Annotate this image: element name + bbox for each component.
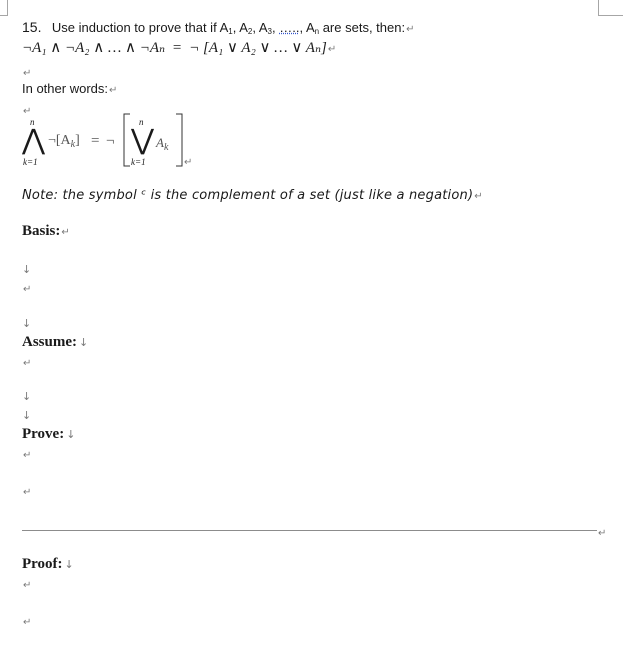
right-bracket [174, 113, 184, 167]
line-break-mark: ↓ [22, 263, 32, 276]
big-or-operator: ⋁ [131, 125, 154, 156]
paragraph-mark: ↵ [23, 617, 32, 628]
paragraph-mark: ↵ [23, 106, 32, 117]
set-a1: $A_1$ [219, 20, 233, 36]
equation-2-rhs: $A_k$ [156, 135, 169, 153]
line-break-mark: ↓ [66, 428, 76, 441]
in-other-words-text: In other words: [22, 81, 108, 96]
line-break-mark: ↓ [79, 336, 89, 349]
paragraph-mark: ↵ [23, 487, 32, 498]
paragraph-mark: ↵ [61, 227, 70, 238]
set-an: $A_n$ [305, 20, 320, 36]
equation-2-lhs: $\neg[A_k]$ [48, 133, 80, 150]
big-or-lower-limit: k=1 [131, 157, 146, 167]
paragraph-mark: ↵ [598, 528, 607, 539]
paragraph-mark: ↵ [184, 157, 193, 168]
big-and-operator: ⋀ [22, 125, 45, 156]
paragraph-mark: ↵ [23, 580, 32, 591]
in-other-words [22, 81, 117, 96]
line-break-mark: ↓ [22, 317, 32, 330]
question-line: 15. Use induction to prove that if $A_1$, $A_2$, $A_3$, ….., $A_n$ are sets, then:↵ [22, 19, 415, 36]
big-and-lower-limit: k=1 [23, 157, 38, 167]
paragraph-mark: ↵ [327, 44, 337, 55]
section-basis [22, 222, 70, 240]
horizontal-rule [22, 530, 597, 531]
section-assume [22, 333, 88, 351]
assume-heading: Assume: [22, 334, 77, 350]
big-or-upper-limit: n [139, 117, 144, 127]
equation-1-rhs: ¬ [A₁ ∨ A₂ ∨ … ∨ Aₙ] [189, 40, 327, 56]
equation-1-lhs: ¬A₁ ∧ ¬A₂ ∧ … ∧ ¬Aₙ [22, 40, 166, 56]
section-prove [22, 425, 75, 443]
question-text-prefix: Use induction to prove that if [51, 20, 220, 35]
basis-heading: Basis: [22, 223, 61, 239]
line-break-mark: ↓ [22, 409, 32, 422]
paragraph-mark: ↵ [109, 85, 118, 96]
equation-2-equals: = [91, 133, 100, 149]
paragraph-mark: ↵ [23, 284, 32, 295]
line-break-mark: ↓ [64, 558, 74, 571]
set-a2: $A_2$ [239, 20, 253, 36]
ellipsis: ….. [279, 20, 300, 35]
paragraph-mark: ↵ [474, 191, 483, 202]
crop-mark-top-right [598, 0, 623, 16]
section-proof [22, 555, 74, 573]
note-text: Note: the symbol ᶜ is the complement of a set (just like a negation) [22, 188, 474, 203]
equation-2-negation: ¬ [106, 133, 115, 149]
equation-1-equals: = [172, 40, 182, 56]
paragraph-mark: ↵ [23, 450, 32, 461]
question-number: 15. [22, 19, 42, 35]
paragraph-mark: ↵ [406, 24, 415, 35]
crop-mark-top-left [0, 0, 8, 16]
question-text-suffix: are sets, then: [319, 20, 406, 35]
big-and-upper-limit: n [30, 117, 35, 127]
paragraph-mark: ↵ [23, 68, 32, 79]
note-line [22, 186, 483, 204]
set-a3: $A_3$ [258, 20, 272, 36]
equation-1 [22, 38, 336, 57]
proof-heading: Proof: [22, 556, 63, 572]
prove-heading: Prove: [22, 426, 65, 442]
line-break-mark: ↓ [22, 390, 32, 403]
paragraph-mark: ↵ [23, 358, 32, 369]
